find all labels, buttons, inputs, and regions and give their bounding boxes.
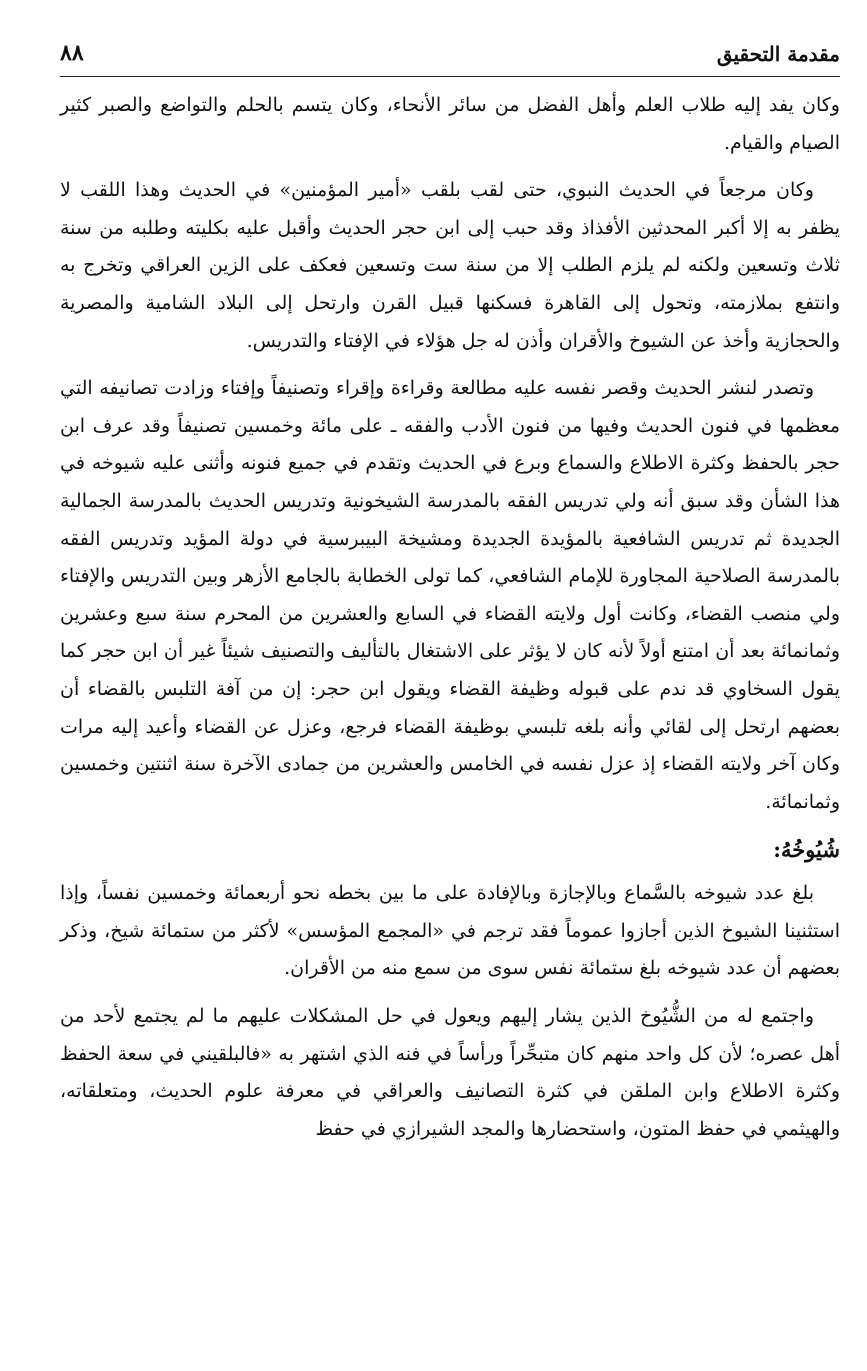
book-page [60, 30, 840, 1350]
paragraph-1: وكان يفد إليه طلاب العلم وأهل الفضل من سائر الأنحاء، وكان يتسم بالحلم والتواضع والصبر كثير الصيام والقيام. [60, 94, 840, 154]
page-number: ٨٨ [60, 40, 84, 66]
running-title: مقدمة التحقيق [716, 42, 840, 66]
body-text [60, 87, 840, 1148]
paragraph-5: واجتمع له من الشُّيُوخ الذين يشار إليهم ويعول في حل المشكلات عليهم ما لم يجتمع لأحد من أهل عصره؛ لأن كل واحد منهم كان متبحِّراً ورأساً في فنه الذي اشتهر به «فالبلقيني في سعة الحفظ وكثرة الاطلاع وابن الملقن في كثرة التصانيف والعراقي في معرفة علوم الحديث، ومتعلقاته، والهيثمي في حفظ المتون، واستحضارها والمجد الشيرازي في حفظ [60, 1005, 840, 1140]
running-header [60, 30, 840, 77]
paragraph-3: وتصدر لنشر الحديث وقصر نفسه عليه مطالعة وقراءة وإقراء وتصنيفاً وإفتاء وزادت تصانيفه التي معظمها في فنون الحديث وفيها من فنون الأدب والفقه ـ على مائة وخمسين تصنيفاً وقد عرف ابن حجر بالحفظ وكثرة الاطلاع والسماع وبرع في الحديث وتقدم في جميع فنونه وأثنى عليه شيوخه في هذا الشأن وقد سبق أنه ولي تدريس الفقه بالمدرسة الشيخونية وتدريس الحديث بالمدرسة الجمالية الجديدة ثم تدريس الشافعية بالمؤيدة الجديدة ومشيخة البيبرسية في دولة المؤيد وتدريس الفقه بالمدرسة الصلاحية المجاورة للإمام الشافعي، كما تولى الخطابة بالجامع الأزهر وبين التدريس والإفتاء ولي منصب القضاء، وكانت أول ولايته القضاء في السابع والعشرين من المحرم سنة سبع وعشرين وثمانمائة بعد أن امتنع أولاً لأنه كان لا يؤثر على الاشتغال بالتأليف والتصنيف شيئاً غير أن ابن حجر كما يقول السخاوي قد ندم على قبوله وظيفة القضاء ويقول ابن حجر: إن من آفة التلبس بالقضاء أن بعضهم ارتحل إلى لقائي وأنه بلغه تلبسي بوظيفة القضاء فرجع، وعزل عن القضاء وأعيد إليه مرات وكان آخر ولايته القضاء إذ عزل نفسه في الخامس والعشرين من جمادى الآخرة سنة اثنتين وخمسين وثمانمائة. [60, 377, 840, 813]
paragraph-4: بلغ عدد شيوخه بالسَّماع وبالإجازة وبالإفادة على ما بين بخطه نحو أربعمائة وخمسين نفساً، وإذا استثنينا الشيوخ الذين أجازوا عموماً فقد ترجم في «المجمع المؤسس» لأكثر من ستمائة شيخ، وذكر بعضهم أن عدد شيوخه بلغ ستمائة نفس سوى من سمع منه من الأقران. [60, 882, 840, 980]
paragraph-2: وكان مرجعاً في الحديث النبوي، حتى لقب بلقب «أمير المؤمنين» في الحديث وهذا اللقب لا يظفر به إلا أكبر المحدثين الأفذاذ وقد حبب إلى ابن حجر الحديث وأقبل عليه بكليته وطلبه من سنة ثلاث وتسعين ولكنه لم يلزم الطلب إلا من سنة ست وتسعين فعكف على الزين العراقي وتخرج به وانتفع بملازمته، وتحول إلى القاهرة فسكنها قبيل القرن وارتحل إلى البلاد الشامية والمصرية والحجازية وأخذ عن الشيوخ والأقران وأذن له جل هؤلاء في الإفتاء والتدريس. [60, 179, 840, 352]
section-heading-shuyukhuhu: شُيُوخُهُ: [773, 837, 840, 863]
